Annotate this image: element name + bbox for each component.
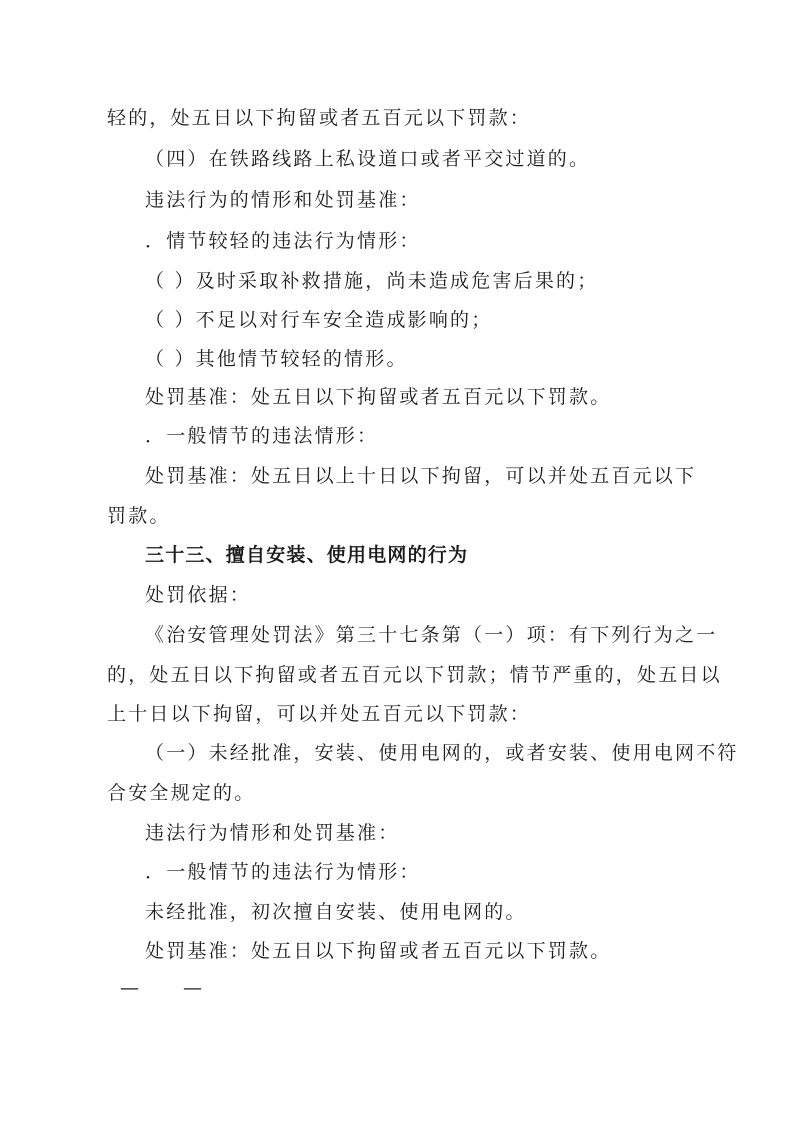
section-heading: 三十三、擅自安装、使用电网的行为 bbox=[145, 544, 469, 566]
text-line: 上十日以下拘留，可以并处五百元以下罚款： bbox=[107, 703, 532, 725]
text-line: ．一般情节的违法行为情形： bbox=[145, 861, 421, 883]
text-line: （四）在铁路线路上私设道口或者平交过道的。 bbox=[145, 148, 591, 170]
text-line: 未经批准，初次擅自安装、使用电网的。 bbox=[145, 901, 527, 923]
text-line: 处罚依据： bbox=[145, 584, 252, 606]
text-line: 的，处五日以下拘留或者五百元以下罚款；情节严重的，处五日以 bbox=[107, 664, 722, 686]
text-line: ．一般情节的违法情形： bbox=[145, 425, 379, 447]
text-line: 违法行为的情形和处罚基准： bbox=[145, 189, 421, 211]
text-line: 处罚基准：处五日以下拘留或者五百元以下罚款。 bbox=[145, 940, 612, 962]
text-line: 违法行为情形和处罚基准： bbox=[145, 822, 400, 844]
page-number-mark: — — bbox=[120, 977, 205, 999]
text-line: ．情节较轻的违法行为情形： bbox=[145, 230, 421, 252]
text-line: 合安全规定的。 bbox=[107, 782, 256, 804]
text-line: （ ）不足以对行车安全造成影响的； bbox=[145, 309, 493, 331]
text-line: 罚款。 bbox=[107, 505, 171, 527]
text-line: （ ）及时采取补救措施，尚未造成危害后果的； bbox=[145, 270, 599, 292]
text-line: （ ）其他情节较轻的情形。 bbox=[145, 348, 408, 370]
text-line: 《治安管理处罚法》第三十七条第（一）项：有下列行为之一 bbox=[145, 624, 718, 646]
text-line: 处罚基准：处五日以上十日以下拘留，可以并处五百元以下 bbox=[145, 465, 697, 487]
text-line: （一）未经批准，安装、使用电网的，或者安装、使用电网不符 bbox=[145, 742, 739, 764]
text-line: 轻的，处五日以下拘留或者五百元以下罚款： bbox=[107, 107, 532, 129]
text-line: 处罚基准：处五日以下拘留或者五百元以下罚款。 bbox=[145, 386, 612, 408]
